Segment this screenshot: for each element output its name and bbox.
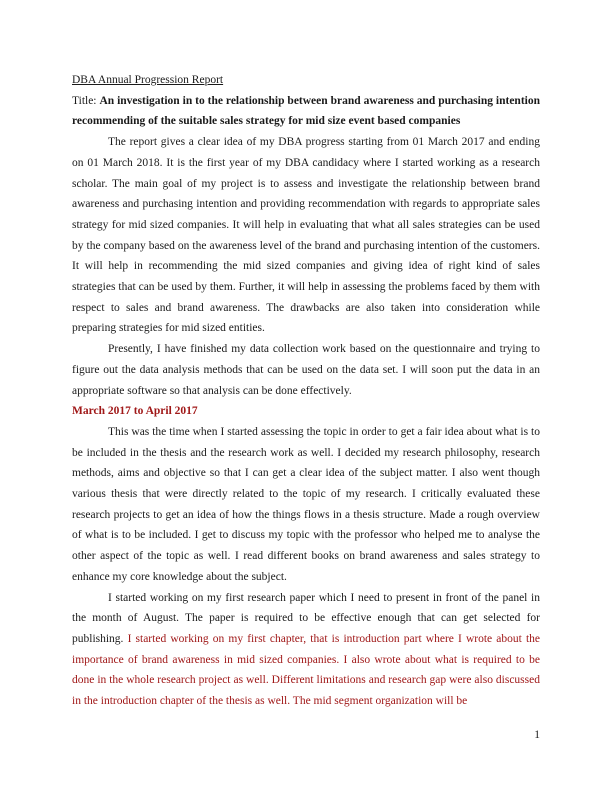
paragraph-overview: The report gives a clear idea of my DBA progress starting from 01 March 2017 and ending on 01 March 2018. It is the first year of my DBA candidacy where I started working as a research scholar. The main goal of my project is to assess and investigate the relationship between brand awareness and purchasing intention and providing recommendation with regards to appropriate sales strategy for mid sized companies. It will help in evaluating that what all sales strategies can be used by the company based on the awareness level of the brand and purchasing intention of the customers. It will help in recommending the mid sized companies and giving idea of right kind of sales strategies that can be used by them. Further, it will help in assessing the problems faced by them with respect to sales and brand awareness. The drawbacks are also taken into consideration while preparing strategies for mid sized entities. [72,136,540,335]
paragraph-black-text: I started working on my first research paper which I need to present in front of the panel in the month of August. The paper is required to be effective enough that can get selected for publishing. [72,591,540,645]
section-heading-march-april: March 2017 to April 2017 [72,405,198,418]
paragraph-first-research-paper [72,588,540,712]
report-heading: DBA Annual Progression Report [72,74,224,86]
title-label: Title: [72,94,97,107]
paragraph-highlighted-text: I started working on my first chapter, that is introduction part where I wrote about the importance of brand awareness in mid sized companies. I also wrote about what is required to be done in the whole research project as well. Different limitations and research gap were also discussed in the introduction chapter of the thesis as well. The mid segment organization will be [72,632,541,708]
title-text: An investigation in to the relationship between brand awareness and purchasing intention recommending of the suitable sales strategy for mid size event based companies [72,94,540,128]
page-number: 1 [534,729,540,741]
report-title [72,91,540,132]
paragraph-topic-assessment: This was the time when I started assessing the topic in order to get a fair idea about what is to be included in the thesis and the research work as well. I decided my research philosophy, research methods, aims and objective so that I can get a clear idea of the subject matter. I also went though various thesis that were directly related to the topic of my research. I critically evaluated these research projects to get an idea of how the things flows in a thesis structure. Made a rough overview of what is to be included. I get to discuss my topic with the professor who helped me to analyse the other aspect of the topic as well. I read different books on brand awareness and sales strategy to enhance my core knowledge about the subject. [72,425,540,583]
paragraph-current-status: Presently, I have finished my data collection work based on the questionnaire and trying to figure out the data analysis methods that can be used on the data set. I will soon put the data in an appropriate software so that analysis can be done effectively. [72,343,540,397]
document-body [72,70,540,712]
